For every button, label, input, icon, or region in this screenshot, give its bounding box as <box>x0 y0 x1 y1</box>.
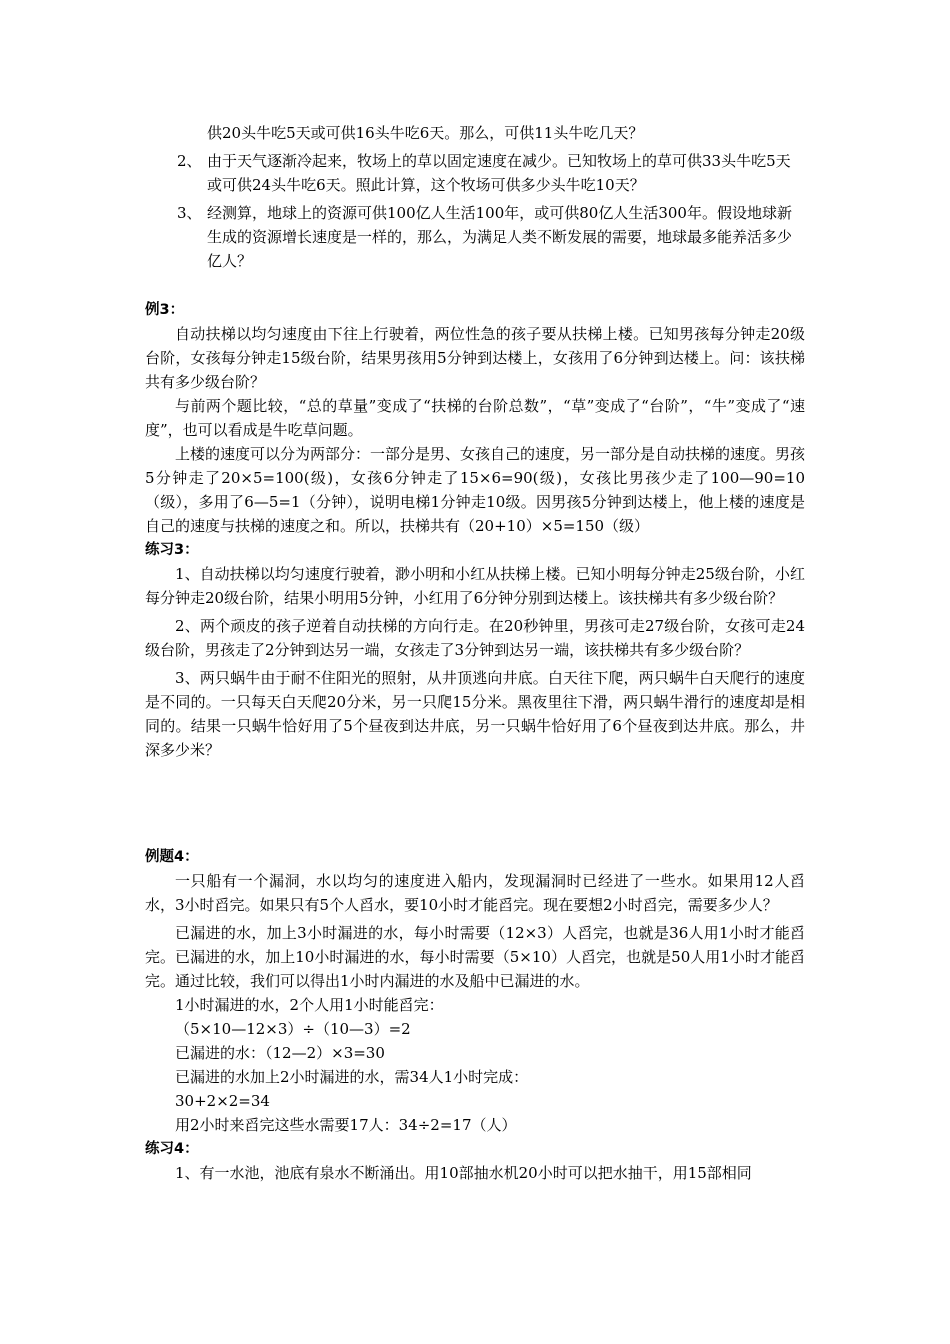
practice-4-item: 1、有一水池，池底有泉水不断涌出。用10部抽水机20小时可以把水抽干，用15部相同 <box>175 1164 752 1182</box>
list-item <box>145 201 805 273</box>
example-4-heading: 例题4： <box>145 849 199 865</box>
calc-line: 已漏进的水加上2小时漏进的水，需34人1小时完成： <box>175 1068 529 1086</box>
list-item-text: 由于天气逐渐冷起来，牧场上的草以固定速度在减少。已知牧场上的草可供33头牛吃5天或可供24头牛吃6天。照此计算，这个牧场可供多少头牛吃10天？ <box>207 152 791 194</box>
example-4-section <box>145 845 805 1185</box>
practice-3-item: 1、自动扶梯以均匀速度行驶着，渺小明和小红从扶梯上楼。已知小明每分钟走25级台阶，小红 每分钟走20级台阶，结果小明用5分钟，小红用了6分钟分别到达楼上。该扶梯共有多少级台阶？ <box>145 565 805 607</box>
example-4-paragraph: 已漏进的水，加上3小时漏进的水，每小时需要（12×3）人舀完，也就是36人用1小时才能舀完。已漏进的水，加上10小时漏进的水，每小时需要（5×10）人舀完，也就是50人用1小时才能舀完。通过比较，我们可以得出1小时内漏进的水及船中已漏进的水。 <box>145 924 805 990</box>
calc-line: 30+2×2=34 <box>175 1092 270 1110</box>
list-item-number: 2、 <box>177 152 202 170</box>
calc-line: （5×10—12×3）÷（10—3）=2 <box>175 1020 411 1038</box>
top-problem-list <box>145 121 805 273</box>
practice-3-item: 2、两个顽皮的孩子逆着自动扶梯的方向行走。在20秒钟里，男孩可走27级台阶，女孩可走24级台阶，男孩走了2分钟到达另一端，女孩走了3分钟到达另一端，该扶梯共有多少级台阶？ <box>145 617 805 659</box>
list-item-text: 供20头牛吃5天或可供16头牛吃6天。那么，可供11头牛吃几天？ <box>207 124 644 142</box>
example-4-paragraph: 一只船有一个漏洞，水以均匀的速度进入船内，发现漏洞时已经进了一些水。如果用12人舀水，3小时舀完。如果只有5个人舀水，要10小时才能舀完。现在要想2小时舀完，需要多少人？ <box>145 872 805 914</box>
list-item-continuation <box>145 121 805 145</box>
calc-line: 用2小时来舀完这些水需要17人：34÷2=17（人） <box>175 1116 517 1134</box>
example-3-paragraph: 自动扶梯以均匀速度由下往上行驶着，两位性急的孩子要从扶梯上楼。已知男孩每分钟走20级台阶，女孩每分钟走15级台阶，结果男孩用5分钟到达楼上，女孩用了6分钟到达楼上。问：该扶梯共有多少级台阶？ <box>145 325 805 391</box>
calc-line: 1小时漏进的水，2个人用1小时能舀完： <box>175 996 444 1014</box>
example-3-heading: 例3： <box>145 302 185 318</box>
list-item-number: 3、 <box>177 204 202 222</box>
practice-4-heading: 练习4： <box>145 1141 199 1157</box>
example-3-section <box>145 298 805 762</box>
calc-line: 已漏进的水：（12—2）×3=30 <box>175 1044 385 1062</box>
practice-3-heading: 练习3： <box>145 542 199 558</box>
example-3-paragraph: 上楼的速度可以分为两部分：一部分是男、女孩自己的速度，另一部分是自动扶梯的速度。男孩5分钟走了20×5=100(级)，女孩6分钟走了15×6=90(级)，女孩比男孩少走了100—90=10（级），多用了6—5=1（分钟），说明电梯1分钟走10级。因男孩5分钟到达楼上，他上楼的速度是自己的速度与扶梯的速度之和。所以，扶梯共有（20+10）×5=150（级） <box>145 445 806 535</box>
example-3-paragraph: 与前两个题比较，“总的草量”变成了“扶梯的台阶总数”，“草”变成了“台阶”，“牛”变成了“速度”，也可以看成是牛吃草问题。 <box>145 397 805 439</box>
practice-3-item: 3、两只蜗牛由于耐不住阳光的照射，从井顶逃向井底。白天往下爬，两只蜗牛白天爬行的速度是不同的。一只每天白天爬20分米，另一只爬15分米。黑夜里往下滑，两只蜗牛滑行的速度却是相同的。结果一只蜗牛恰好用了5个昼夜到达井底，另一只蜗牛恰好用了6个昼夜到达井底。那么，井深多少米？ <box>145 669 805 759</box>
list-item <box>145 149 805 197</box>
list-item-text: 经测算，地球上的资源可供100亿人生活100年，或可供80亿人生活300年。假设地球新生成的资源增长速度是一样的，那么，为满足人类不断发展的需要，地球最多能养活多少亿人？ <box>207 204 793 270</box>
